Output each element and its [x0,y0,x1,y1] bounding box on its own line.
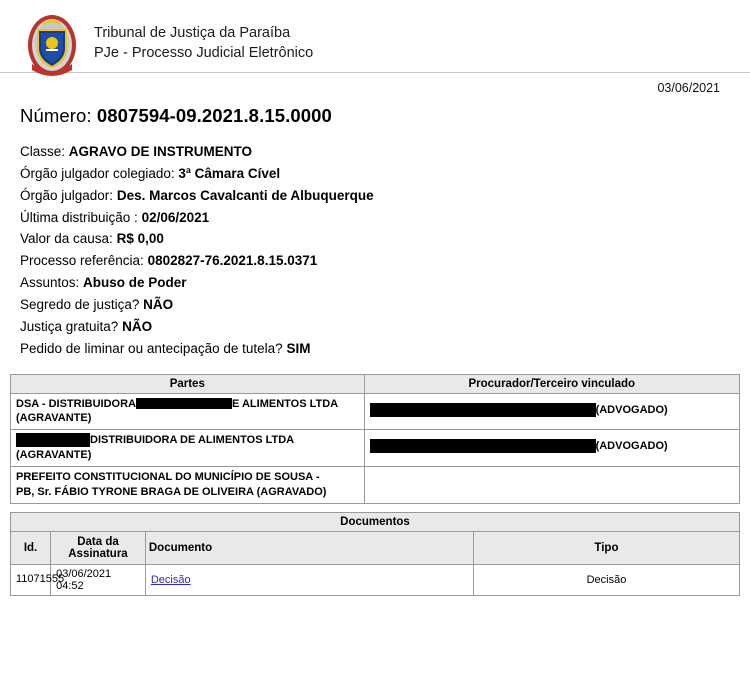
redaction-bar [370,403,596,417]
table-row [11,430,740,467]
documentos-col-id: Id. [11,531,51,564]
documentos-col-data: Data da Assinatura [51,531,146,564]
parte-name-post: DISTRIBUIDORA DE ALIMENTOS LTDA [90,434,295,447]
documento-data: 03/06/2021 04:52 [51,564,146,595]
field-justica-gratuita [20,316,750,338]
field-valor-causa-label: Valor da causa: [20,231,113,247]
documentos-table-wrapper [10,512,740,596]
partes-table-header-row [11,374,740,393]
redaction-bar [136,398,232,409]
parte-name-pre: PREFEITO CONSTITUCIONAL DO MUNICÍPIO DE SOUSA - [16,470,320,483]
coat-of-arms-icon [24,12,80,78]
field-processo-referencia-label: Processo referência: [20,253,144,269]
table-row [11,393,740,430]
field-ultima-distribuicao-label: Última distribuição : [20,209,138,225]
parte-name-post: E ALIMENTOS LTDA [231,397,339,410]
documentos-header-row [11,531,740,564]
procurador-cell [364,430,739,467]
documentos-col-documento: Documento [145,531,473,564]
field-pedido-liminar-value: SIM [286,340,311,356]
field-processo-referencia-value: 0802827-76.2021.8.15.0371 [147,253,318,269]
parte-role: PB, Sr. FÁBIO TYRONE BRAGA DE OLIVEIRA (AGRAVADO) [16,485,327,498]
field-orgao-colegiado [20,163,750,185]
system-name: PJe - Processo Judicial Eletrônico [94,44,314,61]
procurador-col-header: Procurador/Terceiro vinculado [364,374,739,393]
field-classe-label: Classe: [20,144,66,159]
court-name: Tribunal de Justiça da Paraíba [94,25,291,41]
field-orgao-julgador-label: Órgão julgador: [20,187,114,203]
parte-cell [11,430,365,467]
field-orgao-julgador-value: Des. Marcos Cavalcanti de Albuquerque [116,187,374,203]
documento-id: 11071555 [11,564,51,595]
process-number [0,95,750,127]
parte-cell [11,466,365,503]
parte-name-pre: DSA - DISTRIBUIDORA [16,397,136,410]
table-row [11,564,740,595]
procurador-role: (ADVOGADO) [595,403,668,416]
documento-link-cell [145,564,473,595]
field-justica-gratuita-value: NÃO [122,318,153,334]
field-justica-gratuita-label: Justiça gratuita? [20,318,119,334]
field-classe-value: AGRAVO DE INSTRUMENTO [68,144,253,159]
parte-cell [11,393,365,430]
document-header [0,0,750,72]
documentos-table [10,512,740,596]
partes-col-header: Partes [11,374,365,393]
field-orgao-colegiado-label: Órgão julgador colegiado: [20,165,175,181]
documento-link[interactable]: Decisão [150,573,191,586]
field-assuntos-value: Abuso de Poder [83,275,187,291]
parte-role: (AGRAVANTE) [16,449,92,462]
field-segredo-justica-label: Segredo de justiça? [20,297,140,313]
field-valor-causa-value: R$ 0,00 [116,231,164,247]
field-processo-referencia [20,250,750,272]
documentos-section-title: Documentos [11,512,740,531]
field-ultima-distribuicao-value: 02/06/2021 [141,209,210,225]
field-ultima-distribuicao [20,207,750,229]
field-segredo-justica [20,294,750,316]
parte-role: (AGRAVANTE) [16,412,92,425]
process-fields [0,127,750,360]
document-date: 03/06/2021 [657,81,720,95]
process-number-value: 0807594-09.2021.8.15.0000 [96,105,332,126]
procurador-cell [364,466,739,503]
documento-tipo: Decisão [473,564,739,595]
redaction-bar [16,433,90,447]
procurador-cell [364,393,739,430]
field-pedido-liminar [20,338,750,360]
redaction-bar [370,439,596,453]
table-row [11,466,740,503]
procurador-role: (ADVOGADO) [595,440,668,453]
partes-table-wrapper [10,374,740,504]
header-text-block [94,10,313,63]
field-valor-causa [20,228,750,250]
field-assuntos-label: Assuntos: [20,275,80,291]
field-orgao-julgador [20,185,750,207]
field-segredo-justica-value: NÃO [143,297,174,313]
process-number-label: Número: [20,105,92,126]
documentos-col-tipo: Tipo [473,531,739,564]
field-orgao-colegiado-value: 3ª Câmara Cível [178,165,281,181]
documentos-section-row [11,512,740,531]
partes-table [10,374,740,504]
field-assuntos [20,272,750,294]
field-classe [20,141,750,163]
field-pedido-liminar-label: Pedido de liminar ou antecipação de tutela? [20,340,283,356]
